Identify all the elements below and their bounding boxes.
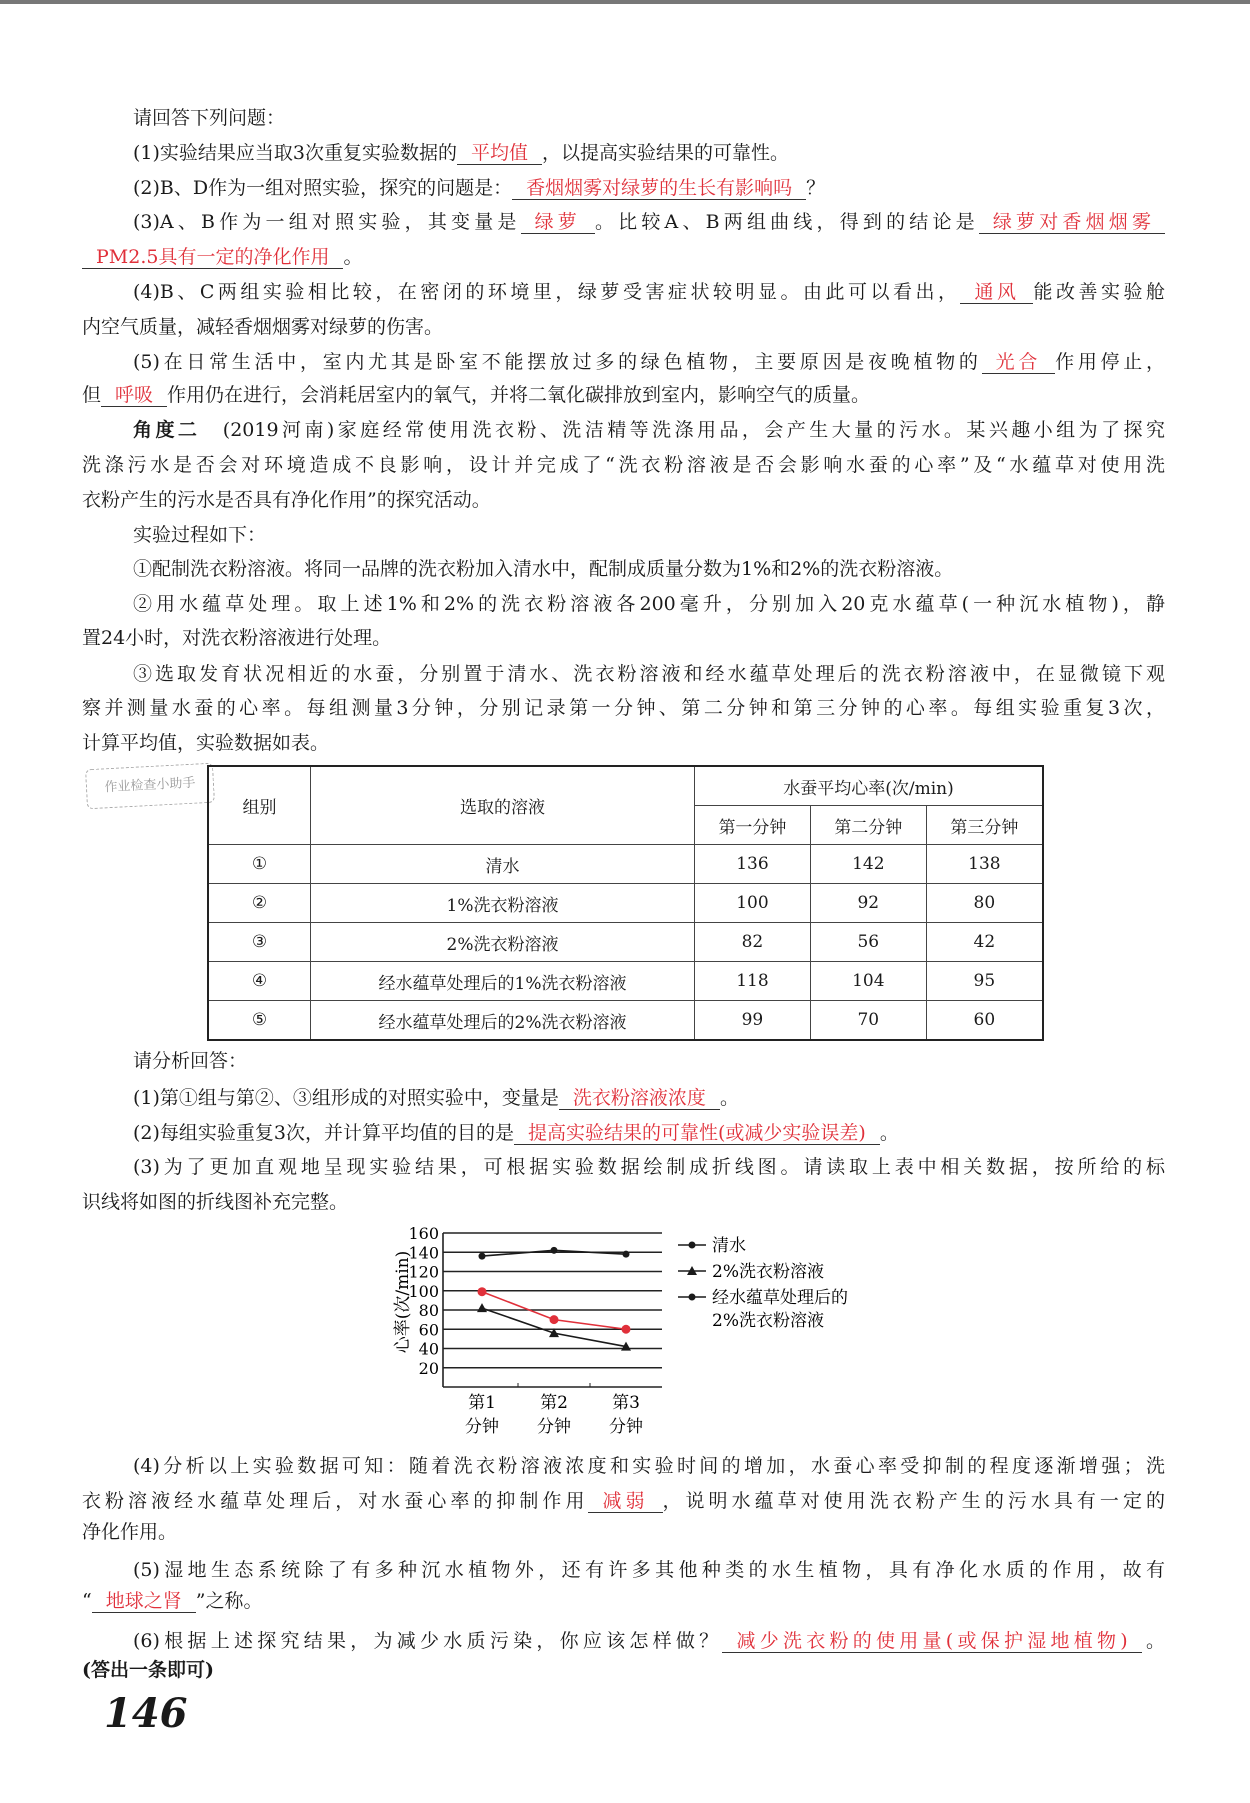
answer-blank: PM2.5具有一定的净化作用 (82, 246, 343, 269)
text-segment: (3)A、B作为一组对照实验，其变量是 (133, 211, 521, 233)
page-number: 146 (104, 1690, 188, 1737)
text-line (133, 417, 1165, 443)
text-segment: ，说明水蕴草对使用洗衣粉产生的污水具有一定的 (662, 1490, 1165, 1512)
table-row (208, 962, 1043, 1001)
table-cell: 56 (810, 923, 926, 962)
text-segment: 作用停止， (1055, 351, 1165, 373)
text-line (82, 244, 1165, 270)
text-line (133, 279, 1165, 305)
circle-marker (689, 1242, 696, 1249)
text-segment: 衣粉溶液经水蕴草处理后，对水蚕心率的抑制作用 (82, 1490, 589, 1512)
answer-blank: 地球之肾 (92, 1590, 196, 1613)
series-line (482, 1308, 626, 1347)
text-line (133, 1120, 1165, 1146)
header-solution: 选取的溶液 (311, 766, 695, 845)
text-segment: (4)分析以上实验数据可知：随着洗衣粉溶液浓度和实验时间的增加，水蚕心率受抑制的程度逐渐增强；洗 (133, 1455, 1165, 1477)
x-tick-label: 第1 (468, 1393, 496, 1413)
text-line (133, 105, 1165, 131)
text-segment: 。 (719, 1087, 739, 1109)
header-minute: 第一分钟 (695, 806, 811, 845)
y-tick-label: 20 (418, 1358, 439, 1378)
circle-marker (689, 1294, 696, 1301)
text-segment: 。 (1141, 1630, 1165, 1652)
answer-blank: 绿萝 (521, 211, 595, 234)
answer-blank: 提高实验结果的可靠性(或减少实验误差) (514, 1122, 880, 1145)
text-segment: (5)湿地生态系统除了有多种沉水植物外，还有许多其他种类的水生植物，具有净化水质的作用，故有 (133, 1559, 1165, 1581)
text-segment: 实验过程如下： (133, 524, 267, 546)
text-segment: 能改善实验舱 (1033, 281, 1165, 303)
bold-label: 角度二 (133, 419, 201, 441)
text-segment: 但 (82, 384, 102, 406)
table-cell: 118 (695, 962, 811, 1001)
y-tick-label: 80 (418, 1301, 439, 1320)
x-tick-label: 第3 (612, 1393, 640, 1413)
answer-blank: 通风 (960, 281, 1033, 304)
text-line (133, 209, 1165, 235)
text-line (133, 1557, 1165, 1583)
table-cell: 42 (926, 923, 1043, 962)
text-line (133, 661, 1165, 687)
table-cell: 104 (810, 962, 926, 1001)
text-line (82, 452, 1165, 478)
text-segment: 识线将如图的折线图补充完整。 (82, 1191, 349, 1213)
circle-marker (623, 1251, 630, 1258)
table-cell: 100 (695, 884, 811, 923)
text-segment: 洗涤污水是否会对环境造成不良影响，设计并完成了“洗衣粉溶液是否会影响水蚕的心率”及“水蕴草对使用洗 (82, 454, 1165, 476)
text-segment: (1)实验结果应当取3次重复实验数据的 (133, 142, 458, 164)
legend-label: 经水蕴草处理后的 (712, 1288, 848, 1308)
legend-label: 2%洗衣粉溶液 (712, 1262, 824, 1282)
table-row (208, 923, 1043, 962)
circle-marker (478, 1287, 487, 1296)
table-cell: 经水蕴草处理后的1%洗衣粉溶液 (311, 962, 695, 1001)
text-segment: 置24小时，对洗衣粉溶液进行处理。 (82, 627, 392, 649)
table-cell: ④ (208, 962, 311, 1001)
table-cell: 136 (695, 845, 811, 884)
text-line (133, 175, 1165, 201)
text-segment: 衣粉产生的污水是否具有净化作用”的探究活动。 (82, 489, 491, 511)
circle-marker (551, 1247, 558, 1254)
y-tick-label: 60 (418, 1320, 439, 1340)
text-segment: 。比较A、B两组曲线，得到的结论是 (594, 211, 979, 233)
text-line (133, 349, 1165, 375)
table-cell: 2%洗衣粉溶液 (311, 923, 695, 962)
table-cell: ② (208, 884, 311, 923)
text-line (133, 522, 1165, 548)
text-line (82, 1189, 1165, 1215)
text-segment: ①配制洗衣粉溶液。将同一品牌的洗衣粉加入清水中，配制成质量分数为1%和2%的洗衣粉溶液。 (133, 558, 954, 580)
table-row (208, 884, 1043, 923)
text-segment: (6)根据上述探究结果，为减少水质污染，你应该怎样做？ (133, 1630, 723, 1652)
text-segment: ”之称。 (195, 1590, 263, 1612)
table-cell: 70 (810, 1001, 926, 1041)
table-cell: ③ (208, 923, 311, 962)
x-tick-label: 分钟 (609, 1417, 643, 1437)
table-row (208, 1001, 1043, 1041)
line-chart (330, 1220, 890, 1450)
table-cell: 经水蕴草处理后的2%洗衣粉溶液 (311, 1001, 695, 1041)
text-segment: 净化作用。 (82, 1521, 178, 1543)
table-cell: 95 (926, 962, 1043, 1001)
text-line (133, 1453, 1165, 1479)
table-cell: 99 (695, 1001, 811, 1041)
text-segment: ？ (806, 177, 826, 199)
text-line (82, 1519, 1165, 1545)
table-cell: 92 (810, 884, 926, 923)
data-table (207, 765, 1044, 1041)
y-tick-label: 140 (408, 1243, 439, 1263)
table-cell: 60 (926, 1001, 1043, 1041)
header-minute: 第二分钟 (810, 806, 926, 845)
text-line (82, 382, 1165, 408)
circle-marker (622, 1325, 631, 1334)
text-segment: 请回答下列问题： (133, 107, 286, 129)
table-row (208, 845, 1043, 884)
text-segment: ③选取发育状况相近的水蚕，分别置于清水、洗衣粉溶液和经水蕴草处理后的洗衣粉溶液中，在显微镜下观 (133, 663, 1165, 685)
x-tick-label: 第2 (540, 1393, 568, 1413)
y-tick-label: 160 (408, 1224, 439, 1243)
table-cell: 138 (926, 845, 1043, 884)
text-segment: 。 (343, 246, 363, 268)
text-segment: (2)每组实验重复3次，并计算平均值的目的是 (133, 1122, 515, 1144)
text-line (133, 1154, 1165, 1180)
table-cell: 1%洗衣粉溶液 (311, 884, 695, 923)
text-line (82, 1657, 1165, 1683)
y-tick-label: 100 (408, 1281, 439, 1301)
answer-blank: 减少洗衣粉的使用量(或保护湿地植物) (722, 1630, 1141, 1653)
answer-blank: 香烟烟雾对绿萝的生长有影响吗 (512, 177, 806, 200)
text-line (133, 140, 1165, 166)
table-cell: 80 (926, 884, 1043, 923)
y-tick-label: 120 (408, 1262, 439, 1282)
x-tick-label: 分钟 (465, 1417, 499, 1437)
table-cell: 清水 (311, 845, 695, 884)
homework-checker-stamp: 作业检查小助手 (85, 763, 215, 810)
text-line (82, 487, 1165, 513)
header-group: 组别 (208, 766, 311, 845)
scan-top-edge (0, 0, 1250, 4)
table-cell: ⑤ (208, 1001, 311, 1041)
text-segment: ，以提高实验结果的可靠性。 (542, 142, 790, 164)
circle-marker (479, 1253, 486, 1260)
text-segment: “ (82, 1590, 92, 1612)
text-segment: 内空气质量，减轻香烟烟雾对绿萝的伤害。 (82, 316, 444, 338)
x-tick-label: 分钟 (537, 1417, 571, 1437)
y-axis-label: 心率(次/min) (393, 1250, 413, 1354)
circle-marker (550, 1315, 559, 1324)
table-cell: 142 (810, 845, 926, 884)
text-segment: (5)在日常生活中，室内尤其是卧室不能摆放过多的绿色植物，主要原因是夜晚植物的 (133, 351, 982, 373)
text-line (82, 1588, 1165, 1614)
table-cell: ① (208, 845, 311, 884)
answer-blank: 减弱 (588, 1490, 662, 1513)
text-line (82, 730, 1165, 756)
text-line (133, 591, 1165, 617)
answer-blank: 呼吸 (101, 384, 167, 407)
bold-label: (答出一条即可) (82, 1659, 214, 1681)
text-line (82, 1488, 1165, 1514)
answer-blank: 平均值 (457, 142, 542, 165)
text-line (133, 1048, 1165, 1074)
header-rate: 水蚕平均心率(次/min) (695, 766, 1044, 806)
text-segment: (2)B、D作为一组对照实验，探究的问题是： (133, 177, 513, 199)
legend-label: 2%洗衣粉溶液 (712, 1311, 824, 1331)
text-segment: 。 (879, 1122, 899, 1144)
text-segment: (2019河南)家庭经常使用洗衣粉、洗洁精等洗涤用品，会产生大量的污水。某兴趣小组为了探究 (200, 419, 1165, 441)
text-segment: 计算平均值，实验数据如表。 (82, 732, 330, 754)
text-segment: 作用仍在进行，会消耗居室内的氧气，并将二氧化碳排放到室内，影响空气的质量。 (167, 384, 871, 406)
answer-blank: 洗衣粉溶液浓度 (559, 1087, 720, 1110)
text-line (133, 1628, 1165, 1654)
text-line (82, 695, 1165, 721)
answer-blank: 绿萝对香烟烟雾 (979, 211, 1165, 234)
triangle-marker (477, 1303, 487, 1312)
text-line (82, 625, 1165, 651)
text-segment: (3)为了更加直观地呈现实验结果，可根据实验数据绘制成折线图。请读取上表中相关数据，按所给的标 (133, 1156, 1165, 1178)
text-line (133, 1085, 1165, 1111)
table-cell: 82 (695, 923, 811, 962)
text-segment: ②用水蕴草处理。取上述1%和2%的洗衣粉溶液各200毫升，分别加入20克水蕴草(一种沉水植物)，静 (133, 593, 1165, 615)
header-minute: 第三分钟 (926, 806, 1043, 845)
answer-blank: 光合 (982, 351, 1055, 374)
legend-label: 清水 (712, 1236, 746, 1256)
text-segment: 请分析回答： (133, 1050, 248, 1072)
text-line (82, 314, 1165, 340)
text-segment: (1)第①组与第②、③组形成的对照实验中，变量是 (133, 1087, 559, 1109)
text-segment: 察并测量水蚕的心率。每组测量3分钟，分别记录第一分钟、第二分钟和第三分钟的心率。每组实验重复3次， (82, 697, 1165, 719)
text-segment: (4)B、C两组实验相比较，在密闭的环境里，绿萝受害症状较明显。由此可以看出， (133, 281, 961, 303)
y-tick-label: 40 (418, 1339, 439, 1359)
text-line (133, 556, 1165, 582)
